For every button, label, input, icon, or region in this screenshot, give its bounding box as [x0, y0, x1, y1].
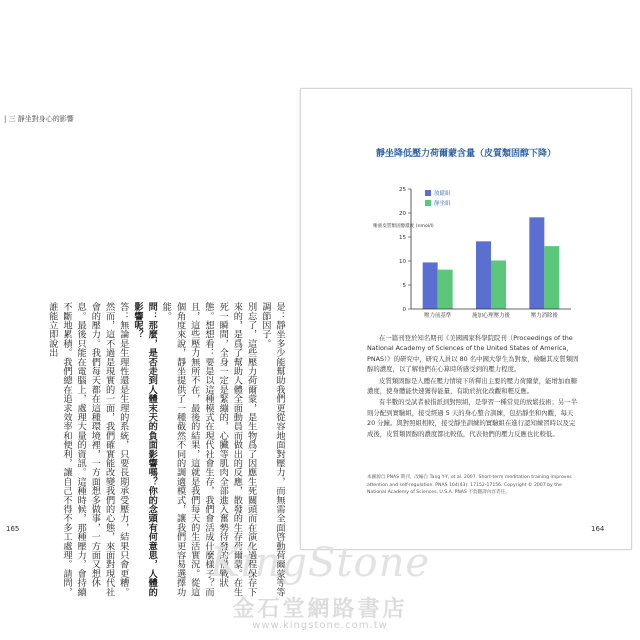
y-axis-label: 唾液皮質類固醇濃度 (nmol/l) — [373, 224, 434, 229]
watermark-store-name: 金石堂網路書店 — [232, 596, 408, 622]
x-axis-labels — [424, 311, 558, 319]
body-text — [367, 333, 581, 440]
answer-paragraph: 答：無論是生理性還是生理的系統，只要長期承受壓力，結果只會更糟。然而，這不過是現實的一面，我們確實能改變我們的心態，來面對現代社會的壓力。我們每天都在這種環境裡，一方面想多做事，一方面又想休息。最後只能在電腦上，處理大量的資訊。這種時候，那種壓力，會持續不斷地累積。我們總在追求效率和便利，讓自己不得不多工處理。請問，誰能立即說出 — [46, 302, 129, 597]
bar — [476, 241, 491, 309]
body-paragraph: 皮質類固醇是人體在壓力情境下所釋出主要的壓力荷爾蒙，能增加血糖濃度，使身體能快速獲得能量，有助於抗化改觀和輕反應。 — [367, 376, 578, 396]
left-page-number: 165 — [6, 525, 20, 533]
x-category-label: 壓力消除後 — [530, 313, 558, 319]
legend-swatch — [425, 190, 431, 196]
bar — [529, 217, 544, 309]
legend-label: 放鬆組 — [434, 191, 451, 197]
body-paragraph: 有半數的受試者被指派到對照組，是學習一種常見的放鬆技術；另一半則分配到實驗組，接受經過 5 天的身心整合訓練，包括靜坐和內觀，每天 20 分鐘。與對照組相較，接受靜坐訓練的實驗組在進行認知練習時以及完成後，皮質類固醇的濃度都比較低，代表他們的壓力反應也比較低。 — [367, 398, 578, 438]
legend-label: 靜坐組 — [434, 201, 451, 207]
cortisol-bar-chart — [371, 169, 581, 319]
y-tick-label: 5 — [402, 283, 406, 289]
x-category-label: 壓力前基準 — [424, 313, 452, 319]
running-head: | 三 靜坐對身心的影響 — [4, 115, 74, 123]
body-paragraph: 在一篇刊登於知名期刊《美國國家科學院院刊（Proceedings of the National Academy of Sciences of the United States of America，PNAS）》的研究中，研究人員以 80 名中國大學生為對象，檢驗其皮質類固醇的濃度，以了解他們在心算時所感受到的壓力程度。 — [367, 334, 579, 374]
right-page — [300, 88, 632, 550]
question-paragraph: 問：那麼，是否走到人體末天的負面影響嗎？你的念頭有何意思，人體的影響呢？ — [131, 302, 158, 597]
left-page — [0, 90, 296, 597]
watermark-logo: KingStone — [209, 540, 431, 586]
right-page-number: 164 — [591, 525, 605, 533]
y-tick-label: 0 — [402, 307, 406, 313]
y-tick-label: 25 — [399, 187, 406, 193]
y-tick-label: 15 — [399, 235, 406, 241]
bars — [423, 217, 560, 309]
legend-swatch — [425, 200, 431, 206]
y-axis-ticks — [399, 187, 411, 313]
x-category-label: 施加心理壓力後 — [472, 313, 510, 319]
bar — [438, 270, 453, 309]
reference-note: 本圖源自 PNAS 期刊，改編自 Tang Y-Y, et al. 2007. Short-term meditation training improves attention and self-regulation. PNAS 104(43): 17152-17156. Copyright © 2007 by the National Academy of Sciences, U.S.A. PNAS 不負翻譯內容責任。 — [367, 475, 572, 496]
bar — [544, 246, 559, 309]
y-tick-label: 20 — [399, 211, 406, 217]
bar — [491, 261, 506, 309]
bar — [423, 262, 438, 309]
y-tick-label: 10 — [399, 259, 406, 265]
left-paragraph: 是：靜坐多少能幫助我們更從容地面對壓力，而無需全面啓動荷爾蒙等等調節因子。 — [259, 302, 285, 597]
legend — [425, 189, 451, 207]
chart-title: 靜坐降低壓力荷爾蒙含量（皮質類固醇下降） — [375, 149, 556, 159]
watermark-url: www.kingstone.com.tw — [252, 620, 388, 631]
left-paragraph: 別忘了，這些壓力荷爾蒙，是生物爲了因應生死關頭而在演化過程保存下來的，是爲了幫助人體全面動員而做出的反應，散發的生存荷爾蒙。在生死一瞬間，全身一定是緊繃的，心臟等肌肉全部進入奮勢待發的備戰狀態。想想看：要是以這種模式在現代社會生存，我們會活成什麼樣子？而且，這些壓力無所不在，最後的結果，這就是我們每天的生活實況。從這個角度來說，靜坐提供了一種截然不同的調適模式，讓我們更容易選擇功能。 — [160, 302, 257, 597]
